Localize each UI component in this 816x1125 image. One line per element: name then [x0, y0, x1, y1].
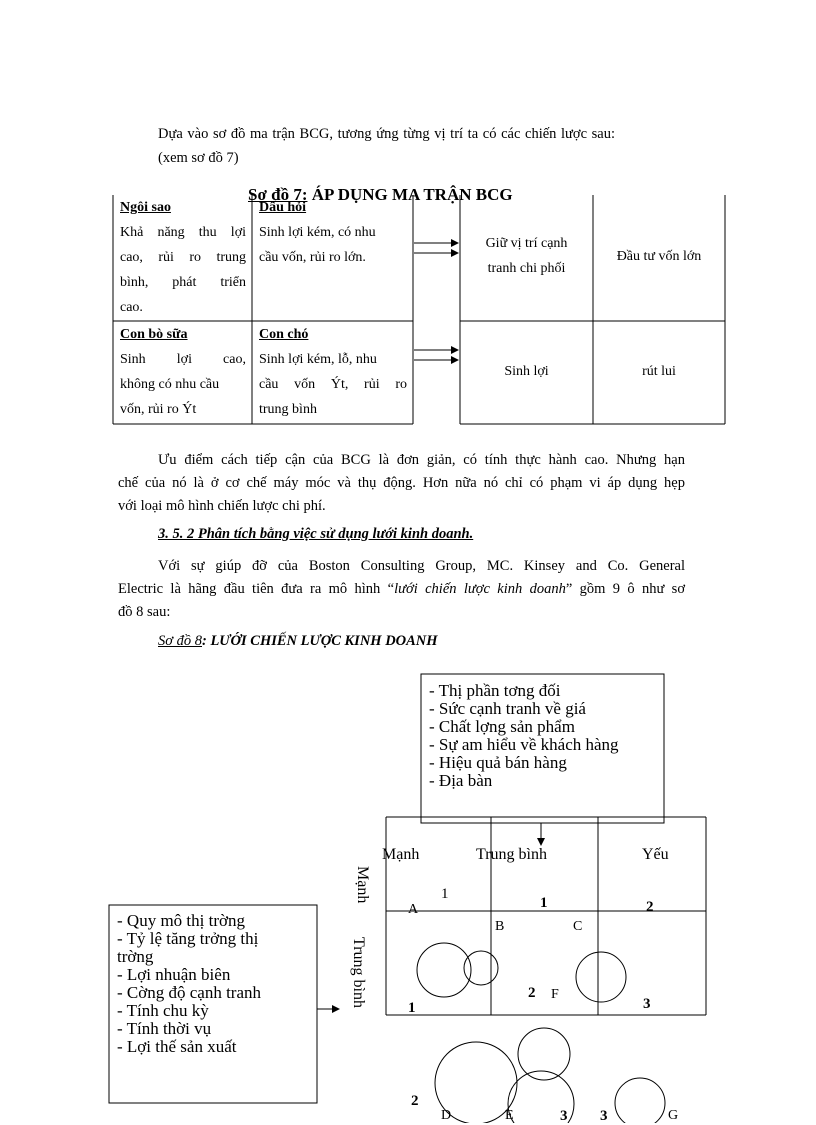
cell-letter: D — [441, 1108, 452, 1123]
strategy-profit — [460, 358, 593, 384]
col-head-medium: Trung bình — [476, 846, 547, 863]
diagram-8-label: Sơ đồ 8 — [158, 633, 202, 649]
cell-letter: F — [551, 987, 559, 1002]
text-span: Electric là hãng đầu tiên đưa ra mô hình “ — [118, 581, 395, 597]
ge-paragraph — [118, 555, 685, 624]
cell-number: 2 — [411, 1093, 419, 1109]
cell-number: 1 — [540, 895, 548, 911]
text-span-italic: lưới chiến lược kinh doanh — [394, 581, 566, 597]
list-item: - Thị phần tơng đối — [429, 681, 561, 700]
text-line: trung bình — [259, 402, 317, 417]
text-line: Khả năng thu lợi — [120, 225, 246, 240]
competitive-criteria-list — [429, 682, 619, 790]
quadrant-dog-head: Con chó — [259, 327, 309, 342]
cell-number: 1 — [441, 886, 449, 902]
cell-number: 3 — [643, 996, 651, 1012]
list-item: trờng — [117, 947, 154, 966]
list-item: - Lợi thế sản xuất — [117, 1037, 237, 1056]
col-head-weak: Yếu — [642, 846, 669, 863]
quadrant-cow-head: Con bò sữa — [120, 327, 188, 342]
text-line: với loại mô hình chiến lược chi phí. — [118, 498, 326, 514]
quadrant-question-head: Dấu hỏi — [259, 200, 307, 215]
advantage-paragraph — [118, 449, 685, 518]
list-item: - Quy mô thị trờng — [117, 911, 245, 930]
text-span: ” gồm 9 ô như sơ — [565, 581, 685, 597]
strategy-exit — [593, 358, 725, 384]
text-line: bình, phát triển — [120, 275, 246, 290]
quadrant-dog — [253, 320, 413, 424]
cell-number: 1 — [408, 1000, 416, 1016]
text-line: Giữ vị trí cạnh — [485, 236, 568, 251]
text-line: vốn, rủi ro Ýt — [120, 402, 197, 417]
strategy-invest — [593, 228, 725, 284]
list-item: - Tính thời vụ — [117, 1019, 212, 1038]
cell-letter: G — [668, 1108, 679, 1123]
list-item: - Cờng độ cạnh tranh — [117, 983, 262, 1002]
list-item: - Chất lợng sản phẩm — [429, 717, 575, 736]
diagram-7-label: Sơ đồ 7: — [248, 185, 308, 204]
col-head-strong: Mạnh — [382, 846, 420, 863]
cell-letter: B — [495, 919, 505, 934]
quadrant-star — [114, 193, 252, 322]
text-line: Ưu điểm cách tiếp cận của BCG là đơn giản, có tính thực hành cao. Nhưng hạn — [158, 452, 685, 468]
list-item: - Tính chu kỳ — [117, 1001, 209, 1020]
quadrant-cow — [114, 320, 252, 424]
row-head-medium: Trung bình — [350, 937, 367, 1008]
text-line: cầu vốn, rủi ro lớn. — [259, 250, 366, 265]
market-criteria-list — [117, 912, 307, 1056]
diagram-7-heading: ÁP DỤNG MA TRẬN BCG — [311, 185, 513, 204]
text-line: cao. — [120, 300, 143, 315]
text-line: Sinh lợi kém, có nhu — [259, 225, 376, 240]
text-line: Sinh lợi — [504, 363, 549, 379]
text-line: rút lui — [642, 363, 676, 379]
intro-line-2: (xem sơ đồ 7) — [158, 150, 239, 166]
intro-line-1: Dựa vào sơ đồ ma trận BCG, tương ứng từng vị trí ta có các chiến lược sau: — [158, 126, 616, 142]
cell-number: 2 — [646, 899, 654, 915]
cell-letter: E — [505, 1108, 514, 1123]
text-line: Sinh lợi cao, — [120, 352, 246, 367]
text-line: Đầu tư vốn lớn — [616, 248, 702, 264]
strategy-hold-position — [460, 228, 593, 284]
diagram-8-heading: : LƯỚI CHIẾN LƯỢC KINH DOANH — [202, 633, 438, 649]
text-line: Sinh lợi kém, lỗ, nhu — [259, 352, 377, 367]
list-item: - Tỷ lệ tăng trởng thị — [117, 929, 259, 948]
cell-number: 2 — [528, 985, 536, 1001]
text-line: đồ 8 sau: — [118, 604, 171, 620]
text-line: cao, rủi ro trung — [120, 250, 246, 265]
text-line: Với sự giúp đỡ của Boston Consulting Group, MC. Kinsey and Co. General — [158, 558, 685, 574]
cell-letter: C — [573, 919, 583, 934]
quadrant-star-text — [120, 220, 246, 320]
text-line: tranh chi phối — [487, 261, 566, 276]
list-item: - Lợi nhuận biên — [117, 965, 231, 984]
cell-number: 3 — [560, 1108, 568, 1124]
row-head-strong: Mạnh — [354, 866, 371, 904]
cell-letter: A — [408, 902, 419, 917]
section-heading: 3. 5. 2 Phân tích bằng việc sử dụng lưới kinh doanh. — [158, 526, 474, 542]
list-item: - Sự am hiểu về khách hàng — [429, 735, 619, 754]
text-line: chế của nó là ở cơ chế máy móc và thụ động. Hơn nữa nó chỉ có phạm vi áp dụng hẹp — [118, 475, 685, 491]
quadrant-question — [253, 193, 413, 272]
cell-number: 3 — [600, 1108, 608, 1124]
list-item: - Hiệu quả bán hàng — [429, 753, 567, 772]
text-line — [118, 578, 685, 601]
list-item: - Địa bàn — [429, 771, 493, 790]
diagram-8-title — [158, 633, 438, 650]
text-line: không có nhu cầu — [120, 377, 220, 392]
quadrant-star-head: Ngôi sao — [120, 200, 171, 215]
list-item: - Sức cạnh tranh về giá — [429, 699, 586, 718]
text-line: cầu vốn Ýt, rủi ro — [259, 377, 407, 392]
